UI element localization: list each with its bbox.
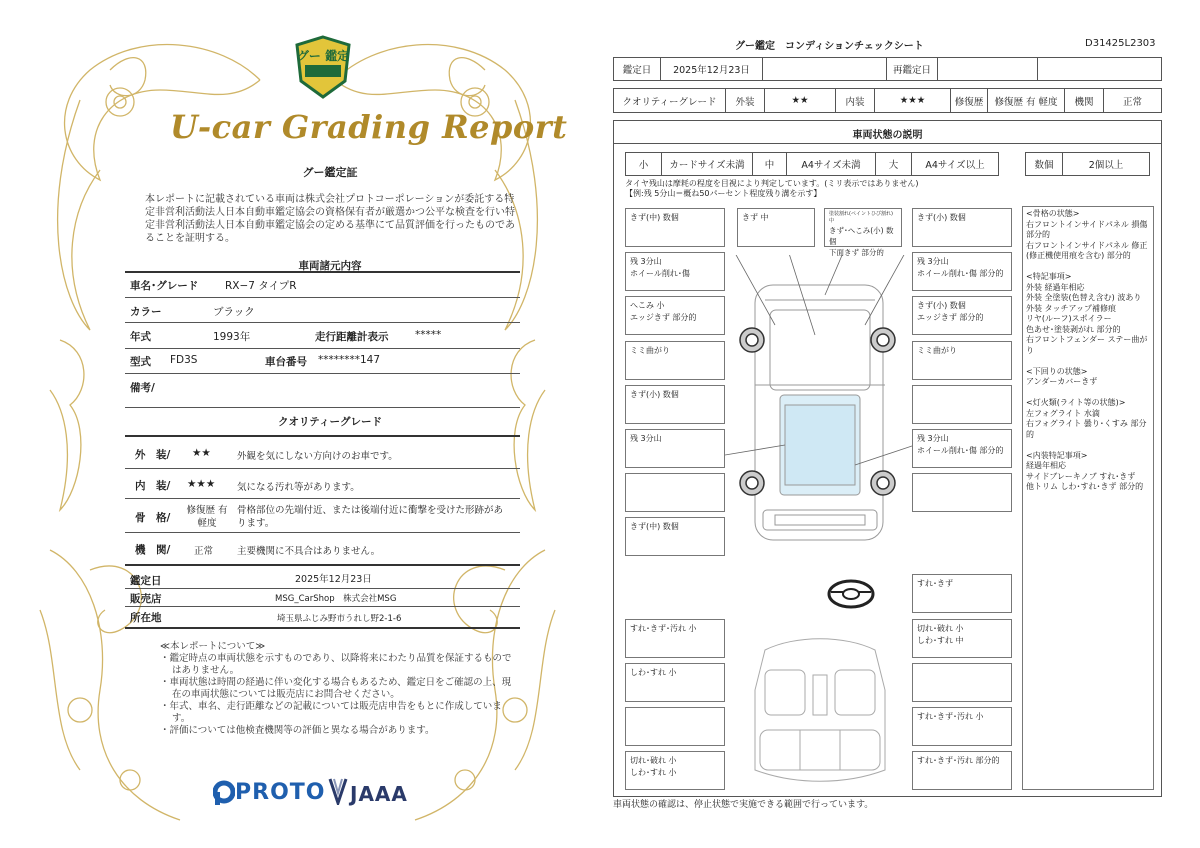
interior-box-right: すれ･きず･汚れ 部分的 <box>912 751 1012 790</box>
condition-line: 右フロントインサイドパネル 修正(修正機使用痕を含む) 部分的 <box>1026 240 1148 260</box>
exterior-desc: 外観を気にしない方向けのお車です。 <box>237 451 398 462</box>
damage-box-left: きず(中) 数個 <box>625 208 725 247</box>
sheet-blank-cell <box>762 57 887 81</box>
interior-desc: 気になる汚れ等があります。 <box>237 482 360 493</box>
proto-logo-icon <box>213 780 235 806</box>
certificate-description: 本レポートに記載されている車両は株式会社プロトコーポレーションが委託する特定非営利活動法人日本自動車鑑定協会の資格保有者が厳選かつ公平な検査を行い特定非営利活動法人日本自動車鑑定協会の定める基準にて品質評価を行ったものであることを証明する。 <box>145 194 515 244</box>
condition-line: 経過年相応 <box>1026 461 1066 470</box>
condition-line <box>1026 262 1154 273</box>
condition-line: <特記事項> <box>1026 272 1072 281</box>
remarks-label: 備考/ <box>130 382 155 394</box>
interior-box-left: 切れ･破れ 小 しわ･すれ 小 <box>625 751 725 790</box>
cert-date-value: 2025年12月23日 <box>295 574 372 585</box>
damage-box-front <box>824 208 902 257</box>
mileage-value: ***** <box>415 329 442 341</box>
note-item: ・鑑定時点の車両状態を示すものであり、以降将来にわたり品質を保証するものではありません。 <box>160 653 512 676</box>
exterior-grade: ★★ <box>192 447 211 459</box>
goo-kantei-badge <box>293 35 353 101</box>
car-top-view-diagram <box>725 255 915 555</box>
exterior-label: 外 装/ <box>135 449 171 461</box>
notes-title: ≪本レポートについて≫ <box>160 641 266 652</box>
damage-box-front: きず 中 <box>737 208 815 247</box>
condition-line: 右フォグライト 曇り･くすみ 部分的 <box>1026 419 1147 439</box>
tyre-note-line: 【例:残 5分山＝概ね50パーセント程度残り溝を示す】 <box>625 189 822 198</box>
sheet-footer: 車両状態の確認は、停止状態で実施できる範囲で行っています。 <box>613 800 874 810</box>
ext-value: ★★ <box>764 88 836 113</box>
condition-line: 外装 全塗装(色替え含む) 波あり <box>1026 293 1142 302</box>
interior-box-left: しわ･すれ 小 <box>625 663 725 702</box>
shield-icon <box>293 35 353 101</box>
redate-label: 再鑑定日 <box>886 57 938 81</box>
color-label: カラー <box>130 306 162 318</box>
condition-line <box>1026 356 1154 367</box>
interior-grade: ★★★ <box>187 478 216 490</box>
year-value: 1993年 <box>213 331 251 343</box>
condition-line: 外装 経過年相応 <box>1026 282 1085 292</box>
model-value: FD3S <box>170 354 198 366</box>
engine-label: 機 関/ <box>135 544 171 556</box>
damage-box-right: ミミ曲がり <box>912 341 1012 380</box>
legend-medium-desc: A4サイズ未満 <box>786 152 876 176</box>
damage-box-left: 残 3分山 ホイール削れ･傷 <box>625 252 725 291</box>
address-label: 所在地 <box>130 612 162 624</box>
damage-box-left: きず(小) 数個 <box>625 385 725 424</box>
paint-crack-note: 塗装割れ(ペイントひび割れ) 中 <box>829 211 893 224</box>
damage-box-left: きず(中) 数個 <box>625 517 725 556</box>
condition-line <box>1026 388 1154 399</box>
interior-box-left <box>625 707 725 746</box>
condition-line: サイドブレーキノブ すれ･きず <box>1026 471 1136 481</box>
legend-count-desc: 2個以上 <box>1062 152 1150 176</box>
condition-line: 左フォグライト 水滴 <box>1026 408 1100 418</box>
condition-line: <骨格の状態> <box>1026 209 1080 218</box>
certificate-subtitle: グー鑑定証 <box>302 166 358 179</box>
sheet-title: グー鑑定 コンディションチェックシート <box>735 41 924 52</box>
damage-box-left <box>625 473 725 512</box>
interior-box-right: 切れ･破れ 小 しわ･すれ 中 <box>912 619 1012 658</box>
condition-line: <灯火類(ライト等の状態)> <box>1026 398 1126 407</box>
steering-wheel-icon <box>827 578 875 610</box>
repair-value: 修復歴 有 軽度 <box>987 88 1065 113</box>
condition-line: 他トリム しわ･すれ･きず 部分的 <box>1026 482 1144 491</box>
legend-small: 小 <box>625 152 662 176</box>
name-value: RX−7 タイプR <box>225 280 297 292</box>
damage-box-left: へこみ 小 エッジきず 部分的 <box>625 296 725 335</box>
report-title: U-car Grading Report <box>170 108 568 146</box>
color-value: ブラック <box>213 306 255 318</box>
note-item: ・評価については他検査機関等の評価と異なる場合があります。 <box>160 725 435 736</box>
engine-grade: 正常 <box>194 546 214 557</box>
tyre-note-line: タイヤ残山は摩耗の程度を目視により判定しています。(ミリ表示ではありません) <box>625 179 919 188</box>
damage-box-right: きず(小) 数個 エッジきず 部分的 <box>912 296 1012 335</box>
grade-label: クオリティーグレード <box>613 88 726 113</box>
engine-sheet-label: 機関 <box>1064 88 1104 113</box>
chassis-label: 車台番号 <box>265 356 307 368</box>
frame-desc: 骨格部位の先端付近、または後端付近に衝撃を受けた形跡があります。 <box>237 505 504 529</box>
legend-small-desc: カードサイズ未満 <box>661 152 753 176</box>
engine-desc: 主要機関に不具合はありません。 <box>237 546 381 557</box>
note-item: ・車両状態は時間の経過に伴い変化する場合もあるため、鑑定日をご確認の上、現在の車両状態については販売店にお問合せください。 <box>160 677 512 700</box>
legend-count: 数個 <box>1025 152 1063 176</box>
shop-label: 販売店 <box>130 593 162 605</box>
int-value: ★★★ <box>874 88 951 113</box>
interior-box-right: すれ･きず･汚れ 小 <box>912 707 1012 746</box>
document-id: D31425L2303 <box>1085 38 1156 49</box>
year-label: 年式 <box>130 331 151 343</box>
report-notes <box>160 641 520 737</box>
repair-label: 修復歴 <box>950 88 988 113</box>
tyre-note <box>625 179 918 199</box>
cert-date-label: 鑑定日 <box>130 575 162 587</box>
interior-label: 内 装/ <box>135 480 171 492</box>
damage-box-right: 残 3分山 ホイール削れ･傷 部分的 <box>912 429 1012 468</box>
name-label: 車名･グレード <box>130 280 199 292</box>
frame-label: 骨 格/ <box>135 512 171 524</box>
jaaa-logo: JAAA <box>350 782 408 806</box>
condition-line: アンダーカバーきず <box>1026 377 1098 386</box>
proto-logo: PROTO <box>235 780 326 805</box>
chassis-value: ********147 <box>318 354 381 366</box>
condition-line <box>1026 440 1154 451</box>
model-label: 型式 <box>130 356 151 368</box>
shop-value: MSG_CarShop 株式会社MSG <box>275 594 397 604</box>
frame-grade: 修復歴 有 軽度 <box>186 505 228 529</box>
quality-title: クオリティーグレード <box>278 416 382 428</box>
condition-line: 色あせ･塗装剥がれ 部分的 <box>1026 324 1121 334</box>
front-damage-text: きず･へこみ(小) 数個 下面きず 部分的 <box>829 226 894 257</box>
interior-diagram <box>735 630 905 790</box>
mileage-label: 走行距離計表示 <box>315 331 389 343</box>
jaaa-logo-icon <box>328 777 348 805</box>
conditions-list <box>1026 209 1154 493</box>
sheet-date-label: 鑑定日 <box>613 57 661 81</box>
engine-sheet-value: 正常 <box>1103 88 1162 113</box>
interior-box-right <box>912 663 1012 702</box>
redate-value <box>937 57 1038 81</box>
interior-box-left: すれ･きず･汚れ 小 <box>625 619 725 658</box>
ext-label: 外装 <box>725 88 765 113</box>
specs-title: 車両諸元内容 <box>298 260 362 272</box>
damage-box-left: 残 3分山 <box>625 429 725 468</box>
damage-box-right: きず(小) 数個 <box>912 208 1012 247</box>
sheet-date-value: 2025年12月23日 <box>660 57 763 81</box>
steering-damage-box: すれ･きず <box>912 574 1012 613</box>
damage-box-right <box>912 385 1012 424</box>
note-item: ・年式、車名、走行距離などの記載については販売店申告をもとに作成しています。 <box>160 701 502 724</box>
damage-box-right: 残 3分山 ホイール削れ･傷 部分的 <box>912 252 1012 291</box>
damage-box-left: ミミ曲がり <box>625 341 725 380</box>
condition-line: 右フロントインサイドパネル 損傷 部分的 <box>1026 219 1148 239</box>
condition-line: 外装 タッチアップ補修痕 <box>1026 303 1116 313</box>
legend-medium: 中 <box>752 152 787 176</box>
damage-box-right <box>912 473 1012 512</box>
address-value: 埼玉県ふじみ野市うれし野2-1-6 <box>277 614 402 624</box>
sheet-blank-cell <box>1037 57 1162 81</box>
legend-large-desc: A4サイズ以上 <box>911 152 999 176</box>
condition-title: 車両状態の説明 <box>852 130 923 141</box>
legend-large: 大 <box>875 152 912 176</box>
badge-text: グー 鑑定 <box>296 49 350 63</box>
condition-line: 右フロントフェンダー ステー曲がり <box>1026 335 1148 355</box>
int-label: 内装 <box>835 88 875 113</box>
condition-line: <下回りの状態> <box>1026 366 1088 376</box>
condition-line: リヤ(ルーフ)スポイラー <box>1026 314 1112 323</box>
grading-certificate <box>20 10 575 838</box>
condition-line: <内装特記事項> <box>1026 450 1088 460</box>
